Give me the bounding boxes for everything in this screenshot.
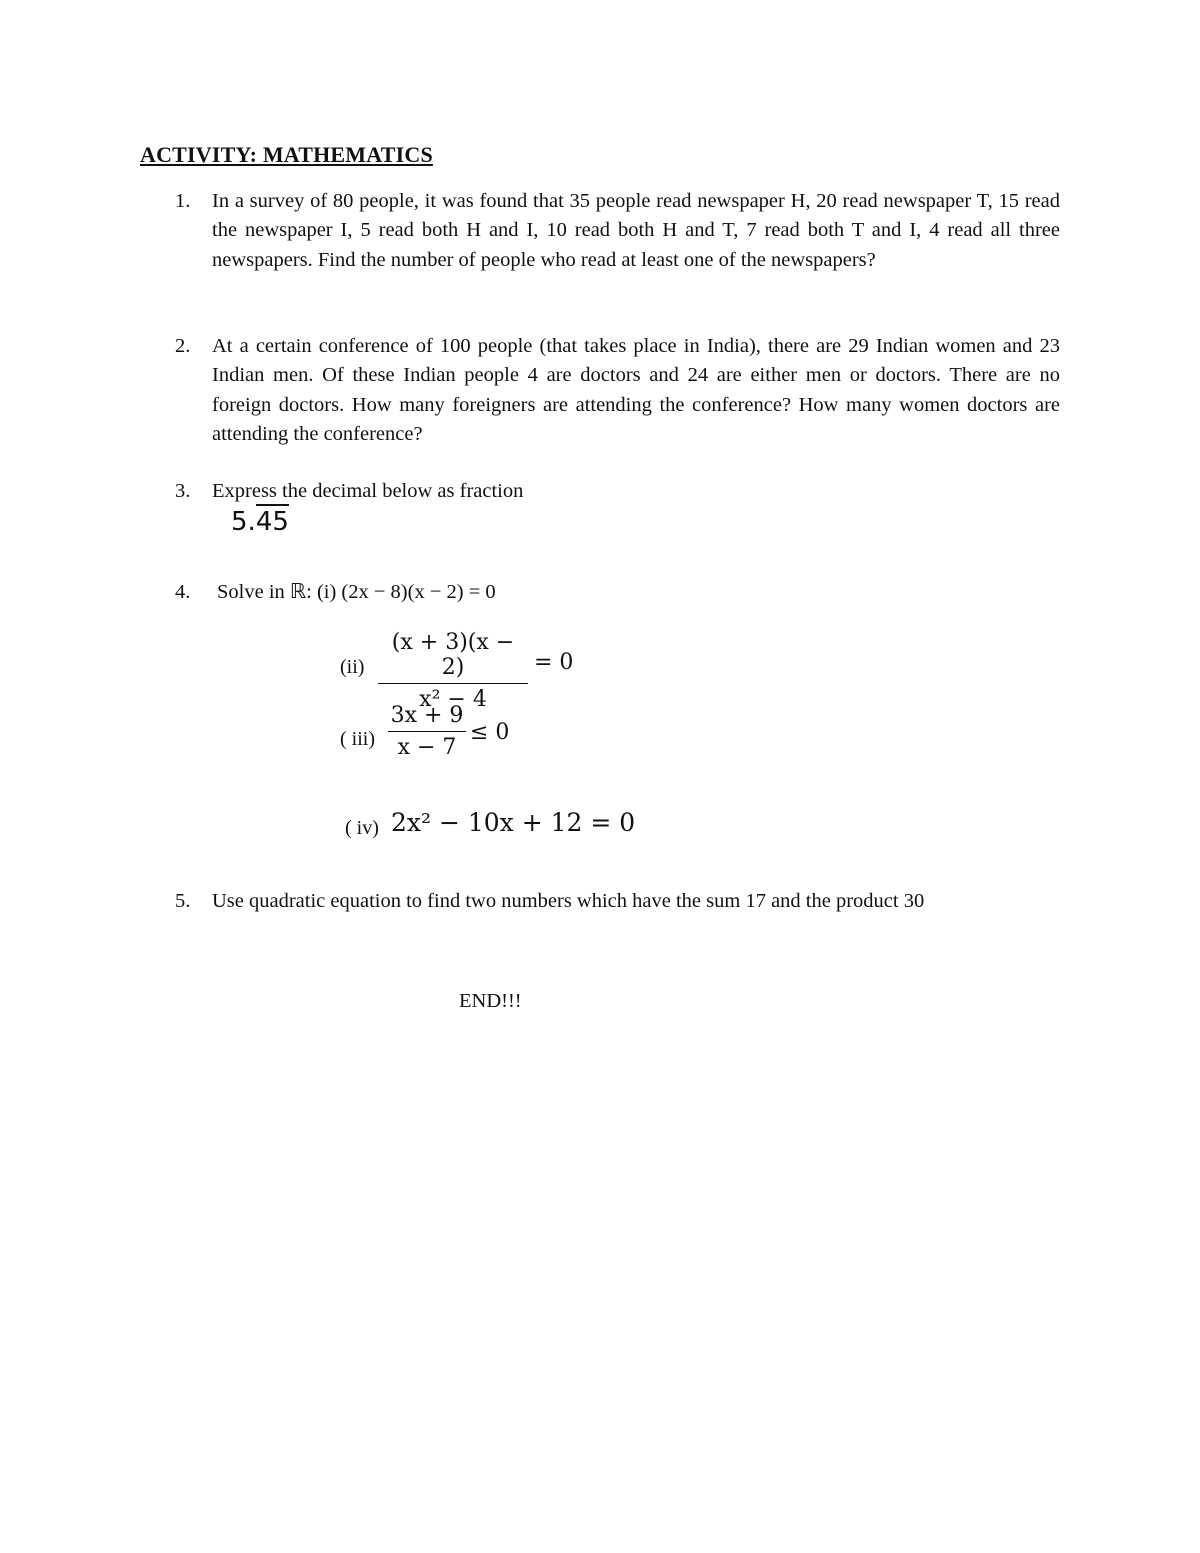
question-number: 3. (175, 480, 191, 502)
rhs-iii: ≤ 0 (470, 720, 510, 745)
fraction-ii (378, 630, 528, 712)
numerator: (x + 3)(x − 2) (391, 630, 515, 680)
sub-label-iv: ( iv) (345, 817, 379, 839)
question-text: Solve in ℝ: (i) (2x − 8)(x − 2) = 0 (217, 581, 496, 603)
question-5 (175, 887, 1060, 916)
question-text: In a survey of 80 people, it was found that 35 people read newspaper H, 20 read newspaper T, 15 read the newspaper I, 5 read both H and I, 10 read both H and T, 7 read both T and I, 4 read all three newspapers. Find the number of people who read at least one of the newspapers? (212, 190, 1060, 271)
question-number: 1. (175, 190, 191, 212)
repeating-decimal (231, 507, 289, 537)
fraction-bar (388, 731, 466, 732)
decimal-whole: 5. (231, 507, 256, 537)
question-3 (175, 477, 1060, 506)
question-number: 4. (175, 581, 191, 603)
decimal-repeating: 45 (256, 504, 289, 537)
sub-label-ii: (ii) (340, 656, 365, 678)
question-4 (175, 578, 1060, 607)
question-number: 2. (175, 335, 191, 357)
denominator: x² − 4 (419, 687, 487, 712)
sub-label-iii: ( iii) (340, 728, 375, 750)
rhs-ii: = 0 (534, 650, 574, 675)
question-2 (175, 332, 1060, 449)
question-text: Use quadratic equation to find two numbers which have the sum 17 and the product 30 (212, 890, 925, 912)
question-number: 5. (175, 890, 191, 912)
fraction-iii (388, 703, 466, 760)
end-mark: END!!! (459, 990, 522, 1012)
page-title: ACTIVITY: MATHEMATICS (140, 142, 433, 167)
question-1 (175, 187, 1060, 275)
question-text: At a certain conference of 100 people (that takes place in India), there are 29 Indian women and 23 Indian men. Of these Indian people 4 are doctors and 24 are either men or doctors. There are no foreign doctors. How many foreigners are attending the conference? How many women doctors are attending the conference? (212, 335, 1060, 445)
denominator: x − 7 (397, 735, 457, 760)
equation-iv: 2x² − 10x + 12 = 0 (391, 808, 636, 837)
fraction-bar (378, 683, 528, 684)
numerator: 3x + 9 (390, 703, 464, 728)
question-text: Express the decimal below as fraction (212, 480, 524, 502)
